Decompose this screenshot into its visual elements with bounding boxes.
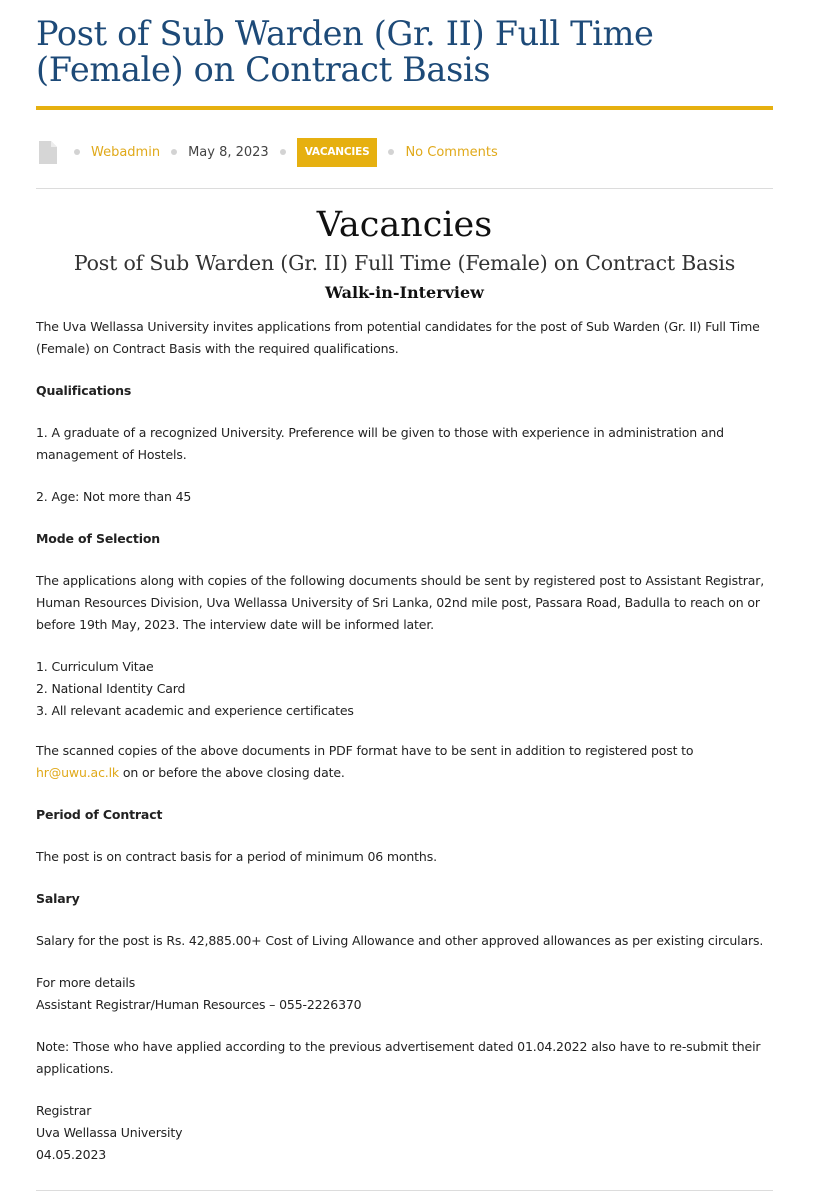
qualification-item: 2. Age: Not more than 45	[36, 489, 192, 504]
scanned-paragraph	[36, 740, 773, 784]
salary-heading: Salary	[36, 891, 80, 906]
salary-paragraph: Salary for the post is Rs. 42,885.00+ Cost of Living Allowance and other approved allowances as per existing circulars.	[36, 933, 764, 948]
document-item: 3. All relevant academic and experience certificates	[36, 703, 354, 718]
content-heading: Vacancies	[316, 205, 493, 245]
signoff-title: Registrar	[36, 1103, 92, 1118]
post-meta	[36, 137, 773, 167]
meta-divider	[36, 188, 773, 189]
post-date: May 8, 2023	[188, 144, 269, 160]
content-subheading: Post of Sub Warden (Gr. II) Full Time (Female) on Contract Basis	[73, 251, 736, 275]
title-divider	[36, 106, 773, 110]
contract-paragraph: The post is on contract basis for a period of minimum 06 months.	[36, 849, 437, 864]
contract-heading: Period of Contract	[36, 807, 163, 822]
walkin-heading: Walk-in-Interview	[325, 283, 484, 302]
selection-paragraph: The applications along with copies of the following documents should be sent by registered post to Assistant Registrar, Human Resources Division, Uva Wellassa University of Sri Lanka, 02nd mile post, Passara Road, Badulla to reach on or before 19th May, 2023. The interview date will be informed later.	[36, 573, 765, 632]
meta-separator	[171, 149, 177, 155]
document-icon	[39, 141, 57, 164]
meta-separator	[280, 149, 286, 155]
selection-heading: Mode of Selection	[36, 531, 161, 546]
details-line: For more details	[36, 975, 136, 990]
email-link[interactable]: hr@uwu.ac.lk	[36, 765, 120, 780]
document-item: 2. National Identity Card	[36, 681, 186, 696]
contact-line: Assistant Registrar/Human Resources – 055-2226370	[36, 997, 362, 1012]
post-article	[36, 0, 773, 1162]
bottom-divider	[36, 1190, 773, 1191]
post-content	[36, 202, 773, 1166]
comments-link[interactable]: No Comments	[405, 144, 498, 160]
post-title[interactable]: Post of Sub Warden (Gr. II) Full Time (Female) on Contract Basis	[36, 14, 654, 89]
meta-separator	[74, 149, 80, 155]
qualifications-heading: Qualifications	[36, 383, 132, 398]
qualification-item: 1. A graduate of a recognized University. Preference will be given to those with experience in administration and management of Hostels.	[36, 425, 724, 462]
meta-separator	[388, 149, 394, 155]
signoff-date: 04.05.2023	[36, 1147, 107, 1162]
author-link[interactable]: Webadmin	[91, 144, 161, 160]
category-badge[interactable]: VACANCIES	[297, 138, 378, 167]
scanned-text: The scanned copies of the above documents in PDF format have to be sent in addition to registered post to	[36, 743, 694, 758]
intro-paragraph: The Uva Wellassa University invites applications from potential candidates for the post of Sub Warden (Gr. II) Full Time (Female) on Contract Basis with the required qualifications.	[36, 319, 760, 356]
note-paragraph: Note: Those who have applied according to the previous advertisement dated 01.04.2022 also have to re-submit their applications.	[36, 1039, 761, 1076]
document-item: 1. Curriculum Vitae	[36, 659, 154, 674]
scanned-text-end: on or before the above closing date.	[119, 765, 345, 780]
signoff-organization: Uva Wellassa University	[36, 1125, 183, 1140]
